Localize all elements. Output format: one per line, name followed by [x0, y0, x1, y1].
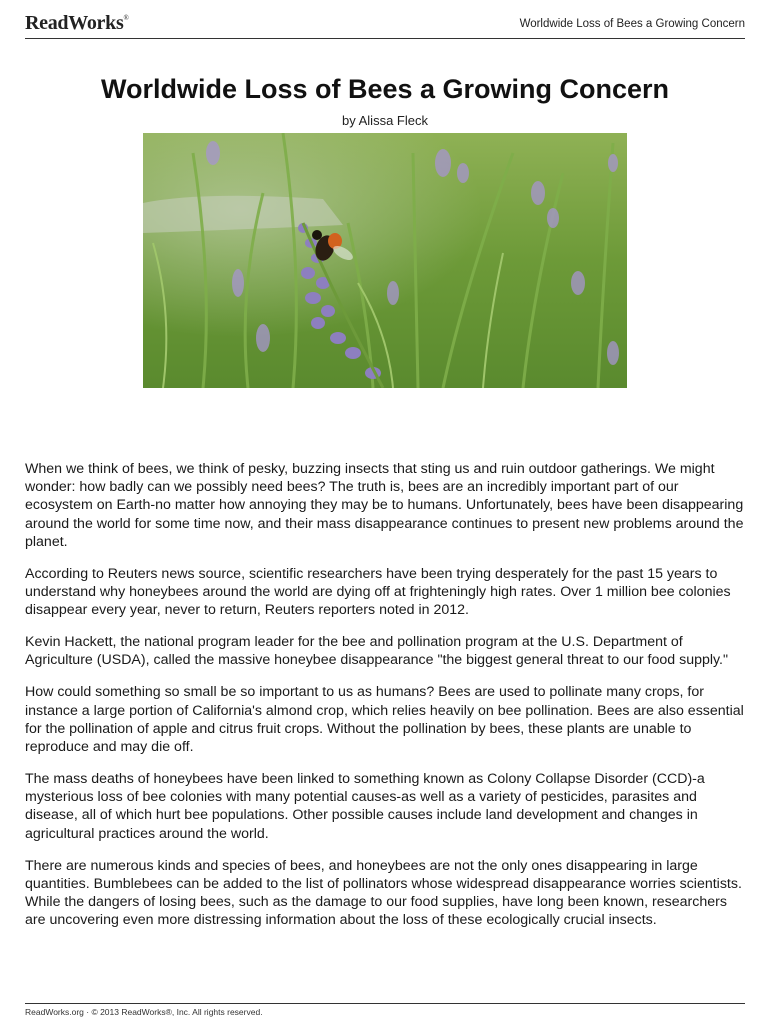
bee-on-lavender-photo: [143, 133, 627, 388]
article-body: [25, 460, 747, 943]
paragraph-2: According to Reuters news source, scientific researchers have been trying desperately for the past 15 years to understand why honeybees around the world are dying off at frighteningly high rates. Over 1 million bee colonies disappear every year, never to return, Reuters reporters noted in 2012.: [25, 565, 731, 619]
logo-mark: ®: [123, 14, 129, 22]
footer-copyright: ReadWorks.org · © 2013 ReadWorks®, Inc. All rights reserved.: [25, 1007, 263, 1017]
paragraph-4: How could something so small be so important to us as humans? Bees are used to pollinate many crops, for instance a large portion of California's almond crop, which relies heavily on bee pollination. Bees are also essential for the pollination of apple and citrus fruit crops. Without the pollination by bees, these plants are unable to reproduce and may die off.: [25, 684, 744, 756]
readworks-logo: [25, 12, 128, 35]
paragraph-5: The mass deaths of honeybees have been linked to something known as Colony Collapse Disorder (CCD)-a mysterious loss of bee colonies with many potential causes-as well as a variety of pesticides, parasites and disease, all of which hurt bee populations. Other possible causes include land development and changes in agricultural practices around the world.: [25, 771, 705, 842]
article-title: Worldwide Loss of Bees a Growing Concern: [100, 74, 670, 104]
page-footer: [25, 1003, 745, 1017]
page-header: [25, 10, 745, 39]
article-byline: by Alissa Fleck: [342, 113, 428, 128]
paragraph-3: Kevin Hackett, the national program leader for the bee and pollination program at the U.S. Department of Agriculture (USDA), called the massive honeybee disappearance "the biggest general threat to our food supply.": [25, 634, 729, 669]
photo-illustration: [143, 133, 627, 388]
logo-text: ReadWorks: [25, 12, 124, 34]
paragraph-6: There are numerous kinds and species of bees, and honeybees are not the only ones disappearing in large quantities. Bumblebees can be added to the list of pollinators whose widespread disappearance worries scientists. While the dangers of losing bees, such as the damage to our food supplies, have long been known, researchers are uncovering even more distressing information about the loss of these ecologically crucial insects.: [25, 857, 742, 929]
paragraph-1: When we think of bees, we think of pesky, buzzing insects that sting us and ruin outdoor gatherings. We might wonder: how badly can we possibly need bees? The truth is, bees are an incredibly important part of our ecosystem on Earth-no matter how annoying they may be to humans. Unfortunately, bees have been disappearing around the world for some time now, and their mass disappearance continues to present new problems around the planet.: [25, 461, 744, 550]
running-header-title: Worldwide Loss of Bees a Growing Concern: [519, 18, 745, 30]
